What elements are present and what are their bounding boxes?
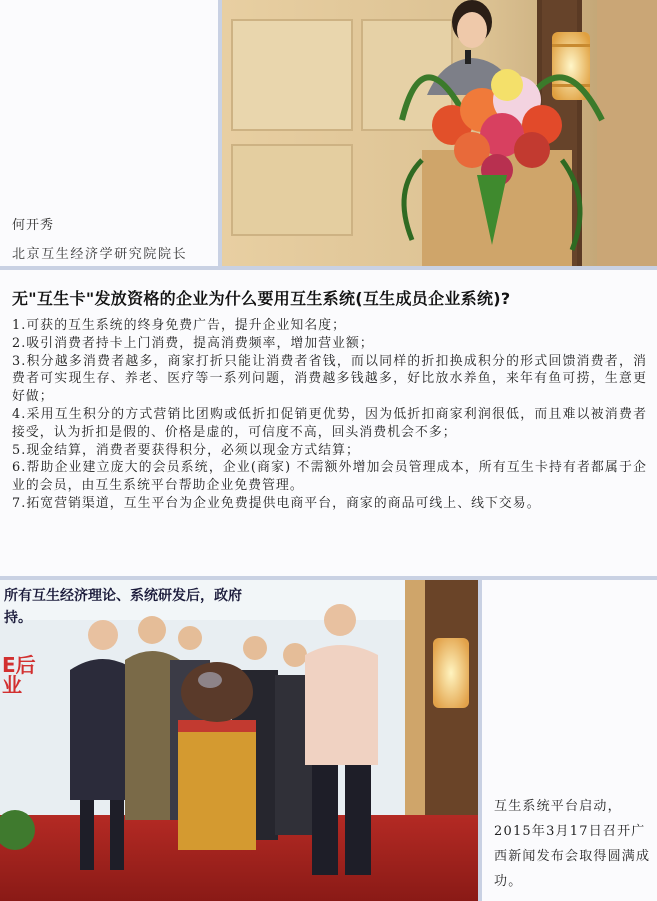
speaker-photo — [222, 0, 657, 266]
speaker-name: 何开秀 — [12, 218, 55, 233]
point-item: 7.拓宽营销渠道，互生平台为企业免费提供电商平台，商家的商品可线上、线下交易。 — [12, 495, 541, 511]
point-item: 2.吸引消费者持卡上门消费，提高消费频率，增加营业额； — [12, 335, 374, 351]
banner-line2: 持。 — [4, 610, 32, 626]
speaker-caption-panel — [0, 0, 218, 266]
banner-line1: 所有互生经济理论、系统研发后，政府 — [4, 588, 242, 604]
point-item: 3.积分越多消费者越多，商家打折只能让消费者省钱，而以同样的折扣换成积分的形式回馈消费者，消费者可实现生存、养老、医疗等一系列问题，消费越多钱越多，好比放水养鱼，来年有鱼可捞，生意更好做； — [12, 353, 647, 405]
point-item: 4.采用互生积分的方式营销比团购或低折扣促销更优势，因为低折扣商家利润很低，而且难以被消费者接受，认为折扣是假的、价格是虚的，可信度不高，回头消费机会不多； — [12, 406, 647, 440]
article-points — [12, 317, 647, 513]
launch-photo — [0, 580, 478, 901]
launch-caption-panel — [482, 580, 657, 901]
point-item: 5.现金结算，消费者要获得积分，必须以现金方式结算； — [12, 442, 360, 458]
speaker-title: 北京互生经济学研究院院长 — [12, 247, 188, 262]
banner-side2: 业 — [2, 673, 22, 697]
point-item: 1.可获的互生系统的终身免费广告，提升企业知名度； — [12, 318, 347, 333]
banner-side1: E后 — [2, 653, 36, 677]
article-panel — [0, 270, 657, 576]
point-item: 6.帮助企业建立庞大的会员系统，企业(商家) 不需额外增加会员管理成本，所有互生卡持有者都属于企业的会员，由互生系统平台帮助企业免费管理。 — [12, 460, 647, 494]
launch-caption: 互生系统平台启动，2015年3月17日召开广西新闻发布会取得圆满成功。 — [494, 799, 651, 889]
article-heading: 无"互生卡"发放资格的企业为什么要用互生系统(互生成员企业系统)? — [12, 289, 511, 308]
